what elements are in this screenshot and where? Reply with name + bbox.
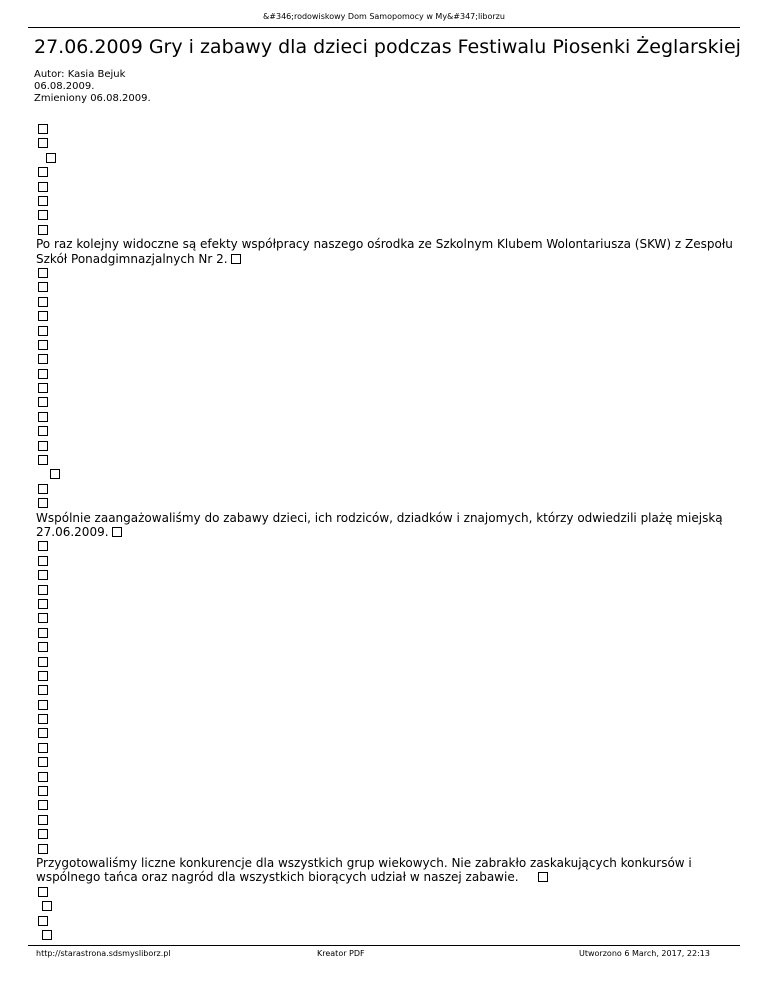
missing-glyph	[36, 295, 740, 309]
placeholder-box-icon	[38, 642, 48, 652]
missing-glyph	[36, 482, 740, 496]
placeholder-box-icon	[38, 441, 48, 451]
missing-glyph	[36, 798, 740, 812]
placeholder-box-icon	[38, 282, 48, 292]
missing-glyph	[36, 496, 740, 510]
missing-glyph	[36, 266, 740, 280]
placeholder-box-icon	[38, 556, 48, 566]
article-body	[36, 122, 740, 942]
placeholder-box-icon	[38, 196, 48, 206]
placeholder-box-icon	[38, 772, 48, 782]
missing-glyph	[36, 309, 740, 323]
placeholder-box-icon	[38, 138, 48, 148]
placeholder-box-icon	[38, 498, 48, 508]
missing-glyph	[36, 439, 740, 453]
paragraph-competitions	[36, 856, 740, 885]
missing-glyph	[36, 597, 740, 611]
missing-glyph	[36, 208, 740, 222]
missing-glyph	[36, 899, 740, 913]
missing-glyph	[36, 770, 740, 784]
placeholder-box-icon	[38, 743, 48, 753]
missing-glyph	[36, 194, 740, 208]
article-modified: Zmieniony 06.08.2009.	[34, 93, 151, 104]
missing-glyph	[36, 741, 740, 755]
missing-glyph	[36, 813, 740, 827]
missing-glyph	[36, 324, 740, 338]
placeholder-box-icon	[38, 628, 48, 638]
placeholder-box-icon	[38, 685, 48, 695]
placeholder-box-icon	[38, 124, 48, 134]
missing-glyph	[36, 914, 740, 928]
placeholder-box-icon	[38, 599, 48, 609]
placeholder-box-icon	[38, 829, 48, 839]
placeholder-box-icon	[112, 527, 122, 537]
placeholder-box-icon	[38, 585, 48, 595]
placeholder-box-icon	[42, 901, 52, 911]
placeholder-box-icon	[38, 671, 48, 681]
missing-glyph	[36, 424, 740, 438]
placeholder-box-icon	[38, 340, 48, 350]
missing-glyph	[36, 338, 740, 352]
placeholder-box-icon	[38, 167, 48, 177]
missing-glyph	[36, 467, 740, 481]
article-title: 27.06.2009 Gry i zabawy dla dzieci podczas Festiwalu Piosenki Żeglarskiej	[34, 36, 741, 58]
placeholder-box-icon	[38, 383, 48, 393]
paragraph-text: Po raz kolejny widoczne są efekty współpracy naszego ośrodka ze Szkolnym Klubem Wolontariusza (SKW) z Zespołu Szkół Ponadgimnazjalnych Nr 2.	[36, 237, 733, 266]
paragraph-text: Wspólnie zaangażowaliśmy do zabawy dzieci, ich rodziców, dziadków i znajomych, którzy odwiedzili plażę miejską 27.06.2009.	[36, 510, 723, 539]
missing-glyph	[36, 453, 740, 467]
article-meta	[34, 69, 151, 105]
footer-created: Utworzono 6 March, 2017, 22:13	[579, 949, 710, 958]
missing-glyph	[36, 928, 740, 942]
placeholder-box-icon	[38, 714, 48, 724]
placeholder-box-icon	[38, 354, 48, 364]
placeholder-box-icon	[38, 570, 48, 580]
missing-glyph	[36, 698, 740, 712]
placeholder-box-icon	[38, 455, 48, 465]
missing-glyph	[36, 151, 740, 165]
missing-glyph	[36, 381, 740, 395]
placeholder-box-icon	[38, 225, 48, 235]
missing-glyph	[36, 223, 740, 237]
placeholder-box-icon	[38, 484, 48, 494]
placeholder-box-icon	[38, 326, 48, 336]
placeholder-box-icon	[38, 800, 48, 810]
placeholder-box-icon	[38, 916, 48, 926]
placeholder-box-icon	[38, 412, 48, 422]
placeholder-box-icon	[38, 268, 48, 278]
placeholder-box-icon	[38, 369, 48, 379]
missing-glyph	[36, 827, 740, 841]
placeholder-box-icon	[538, 872, 548, 882]
missing-glyph	[36, 122, 740, 136]
page-header	[0, 12, 768, 22]
missing-glyph	[36, 669, 740, 683]
missing-glyph	[36, 367, 740, 381]
missing-glyph	[36, 136, 740, 150]
placeholder-box-icon	[38, 700, 48, 710]
placeholder-box-icon	[38, 815, 48, 825]
missing-glyph	[36, 640, 740, 654]
paragraph-cooperation	[36, 237, 740, 266]
missing-glyph	[36, 784, 740, 798]
missing-glyph	[36, 755, 740, 769]
missing-glyph	[36, 352, 740, 366]
placeholder-box-icon	[38, 397, 48, 407]
missing-glyph	[36, 180, 740, 194]
footer-url: http://starastrona.sdsmysliborz.pl	[36, 949, 171, 958]
placeholder-box-icon	[38, 311, 48, 321]
missing-glyph	[36, 395, 740, 409]
missing-glyph	[36, 583, 740, 597]
missing-glyph	[36, 410, 740, 424]
placeholder-box-icon	[38, 728, 48, 738]
placeholder-box-icon	[38, 786, 48, 796]
missing-glyph	[36, 568, 740, 582]
missing-glyph	[36, 280, 740, 294]
placeholder-box-icon	[38, 182, 48, 192]
footer-divider	[28, 945, 740, 946]
header-divider	[28, 27, 740, 28]
site-name: &#346;rodowiskowy Dom Samopomocy w My&#347;liborzu	[263, 12, 505, 21]
placeholder-box-icon	[38, 613, 48, 623]
missing-glyph	[36, 554, 740, 568]
missing-glyph	[36, 611, 740, 625]
placeholder-box-icon	[38, 297, 48, 307]
missing-glyph	[36, 539, 740, 553]
placeholder-box-icon	[38, 887, 48, 897]
missing-glyph	[36, 683, 740, 697]
placeholder-box-icon	[38, 426, 48, 436]
footer-generator: Kreator PDF	[317, 949, 365, 958]
missing-glyph	[36, 726, 740, 740]
placeholder-box-icon	[38, 541, 48, 551]
missing-glyph	[36, 712, 740, 726]
placeholder-box-icon	[38, 210, 48, 220]
paragraph-engagement	[36, 511, 740, 540]
missing-glyph	[36, 885, 740, 899]
article-author: Autor: Kasia Bejuk	[34, 69, 126, 80]
article-date: 06.08.2009.	[34, 81, 95, 92]
paragraph-text: Przygotowaliśmy liczne konkurencje dla wszystkich grup wiekowych. Nie zabrakło zaskakujących konkursów i wspólnego tańca oraz nagród dla wszystkich biorących udział w naszej zabawie.	[36, 855, 692, 885]
missing-glyph	[36, 842, 740, 856]
placeholder-box-icon	[38, 844, 48, 854]
placeholder-box-icon	[38, 757, 48, 767]
placeholder-box-icon	[38, 657, 48, 667]
missing-glyph	[36, 165, 740, 179]
placeholder-box-icon	[50, 469, 60, 479]
placeholder-box-icon	[42, 930, 52, 940]
missing-glyph	[36, 655, 740, 669]
placeholder-box-icon	[231, 254, 241, 264]
placeholder-box-icon	[46, 153, 56, 163]
missing-glyph	[36, 626, 740, 640]
